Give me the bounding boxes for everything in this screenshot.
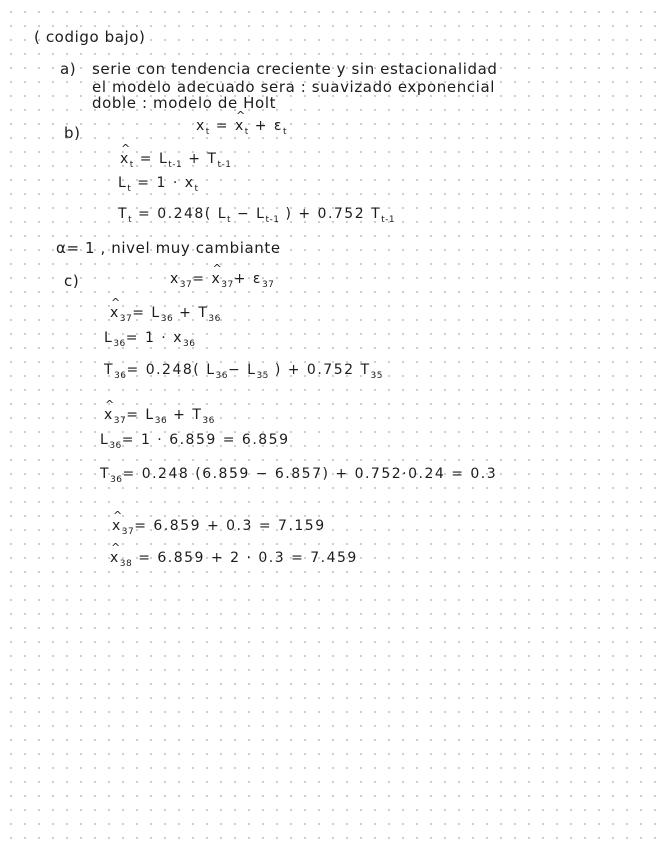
alpha-note: α= 1 , nivel muy cambiante xyxy=(56,239,281,257)
model-equation-37: $x_{37}=$ ^ $x_{37}+ \varepsilon_{37}$ xyxy=(170,272,274,290)
level-equation-36: $L_{36}= 1 \cdot x_{36}$ xyxy=(104,330,196,349)
header-note: ( codigo bajo) xyxy=(34,28,146,46)
part-b-label: b) xyxy=(64,124,81,142)
part-a-label: a) xyxy=(60,60,77,78)
part-a-line-1: serie con tendencia creciente y sin estacionalidad xyxy=(92,60,498,78)
trend-equation-36: $T_{36}= 0.248$( $L_{36}- L_{35}$ ) + 0.752 $T_{35}$ xyxy=(104,362,383,381)
part-a-line-3: doble : modelo de Holt xyxy=(92,94,277,112)
forecast-equation-37-repeat: ^ $x_{37}= L_{36} + T_{36}$ xyxy=(104,408,215,426)
forecast-value-37: ^ $x_{37}= 6.859 + 0.3 = 7.159$ xyxy=(112,519,326,537)
forecast-equation: ^ $x_t = L_{t-1} + T_{t-1}$ xyxy=(120,152,231,170)
level-equation: $L_t = 1 \cdot x_t$ xyxy=(118,175,199,194)
part-a-line-2: el modelo adecuado sera : suavizado exponencial xyxy=(92,78,496,96)
model-equation: $x_t$ = ^ $x_t + \varepsilon_t$ xyxy=(196,119,287,137)
forecast-value-38: ^ $x_{38} = 6.859 + 2 \cdot 0.3 = 7.459$ xyxy=(110,551,358,569)
part-c-label: c) xyxy=(64,272,80,290)
trend-value-36: $T_{36}= 0.248$ (6.859 − 6.857) + 0.752·0.24 = 0.3 xyxy=(100,466,498,485)
forecast-equation-37: ^ $x_{37}= L_{36} + T_{36}$ xyxy=(110,306,221,324)
level-value-36: $L_{36}= 1 \cdot 6.859 = 6.859$ xyxy=(100,432,290,451)
trend-equation: $T_t = 0.248$( $L_t - L_{t-1}$ ) + 0.752 $T_{t-1}$ xyxy=(118,206,396,225)
